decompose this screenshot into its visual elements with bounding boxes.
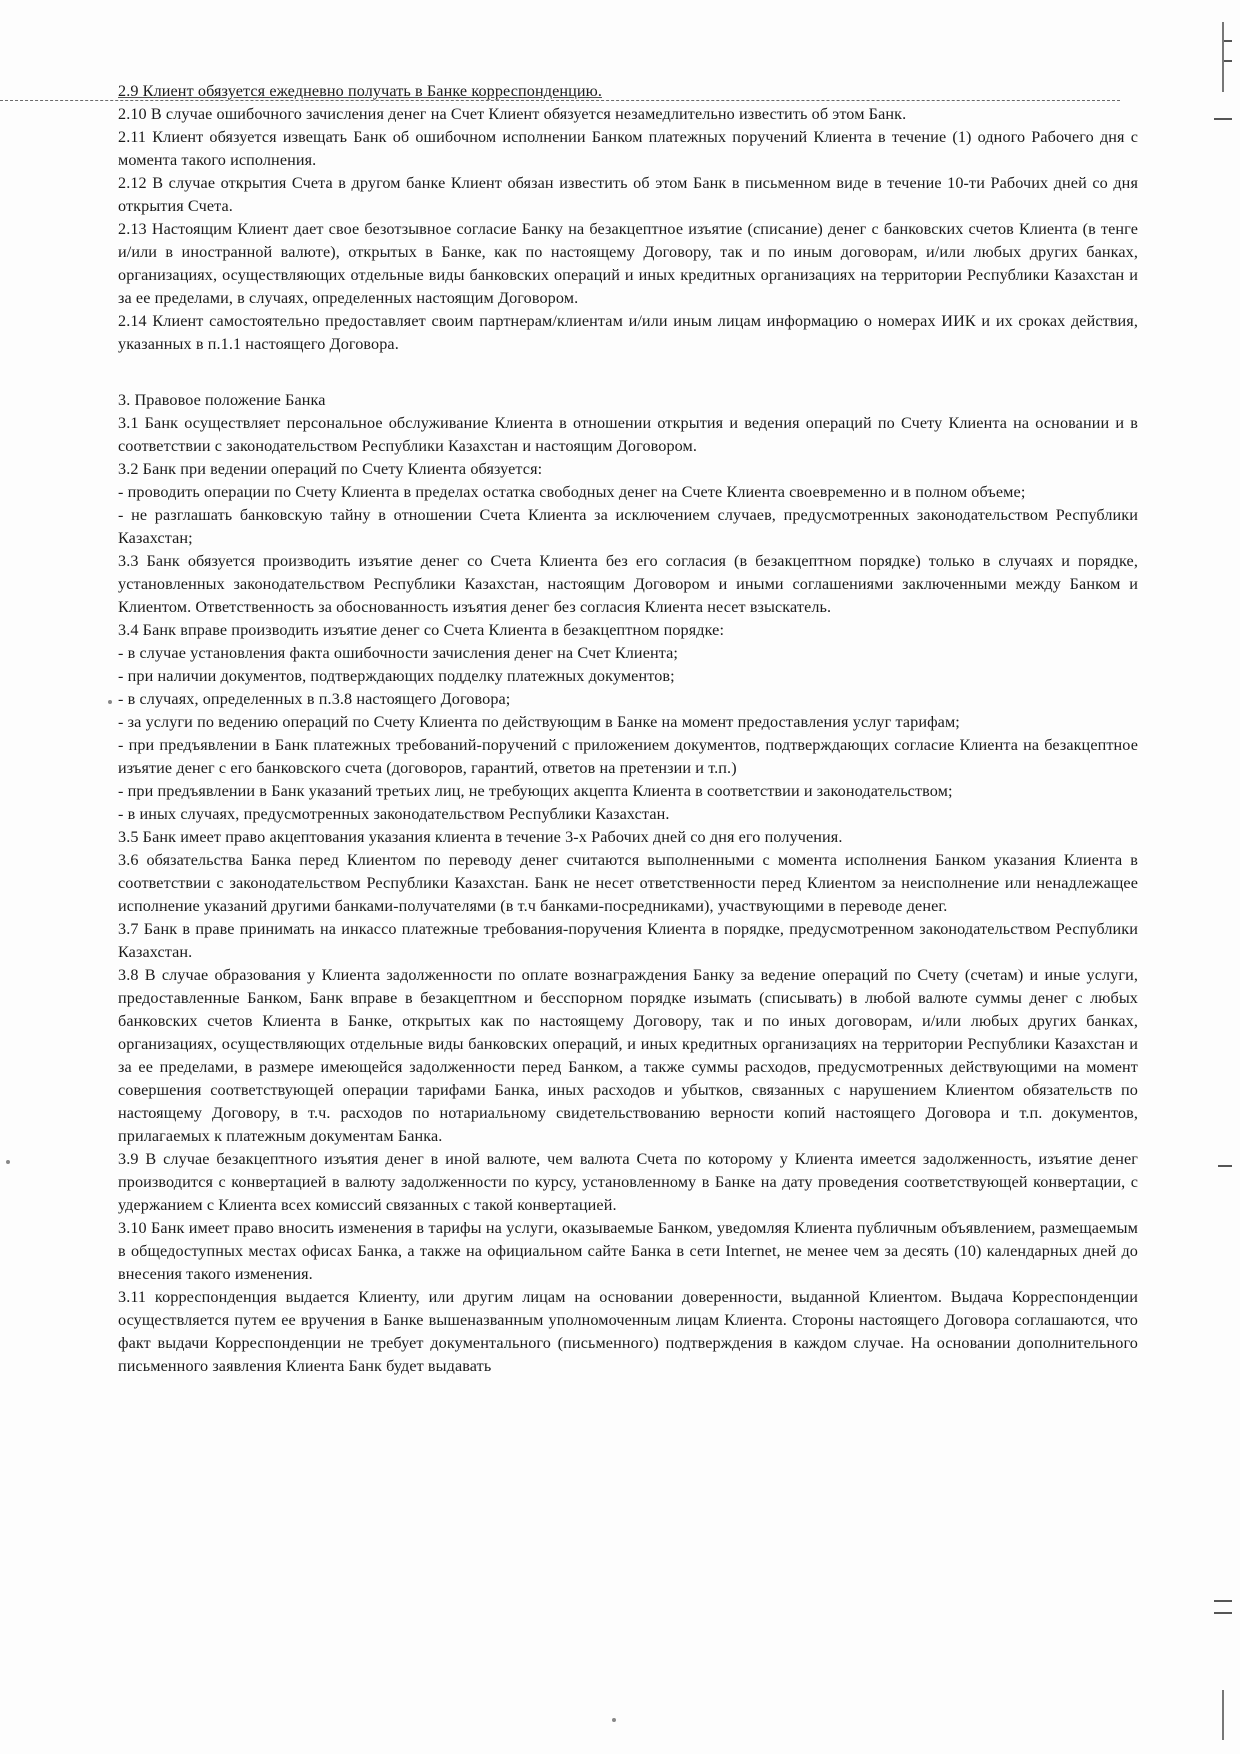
section-3-title: 3. Правовое положение Банка (118, 391, 326, 409)
clause-2-10: 2.10 В случае ошибочного зачисления денег на Счет Клиент обязуется незамедлительно известить об этом Банк. (118, 105, 907, 123)
clause-3-7: 3.7 Банк в праве принимать на инкассо платежные требования-поручения Клиента в порядке, предусмотренном законодательством Республики Казахстан. (118, 920, 1138, 961)
clause-3-4-item: - в случае установления факта ошибочности зачисления денег на Счет Клиента; (118, 644, 678, 662)
clause-3-2-item: - проводить операции по Счету Клиента в пределах остатка свободных денег на Счете Клиента своевременно и в полном объеме; (118, 483, 1026, 501)
clause-3-1: 3.1 Банк осуществляет персональное обслуживание Клиента в отношении открытия и ведения операций по Счету Клиента на основании и в соответствии с законодательством Республики Казахстан и настоящим Договором. (118, 414, 1138, 455)
clause-2-9: 2.9 Клиент обязуется ежедневно получать в Банке корреспонденцию. (118, 82, 602, 100)
scan-speck (612, 1718, 616, 1722)
clause-3-4: 3.4 Банк вправе производить изъятие денег со Счета Клиента в безакцептном порядке: (118, 621, 725, 639)
clause-2-13: 2.13 Настоящим Клиент дает свое безотзывное согласие Банку на безакцептное изъятие (списание) денег с банковских счетов Клиента (в тенге и/или в иностранной валюте), открытых в Банке, как по настоящему Договору, так и по иным договорам, и/или любых других банках, организациях, осуществляющих отдельные виды банковских операций и иных кредитных организациях на территории Республики Казахстан и за ее пределами, в случаях, определенных настоящим Договором. (118, 220, 1138, 307)
clause-3-10: 3.10 Банк имеет право вносить изменения в тарифы на услуги, оказываемые Банком, уведомляя Клиента публичным объявлением, размещаемым в общедоступных местах офисах Банка, а также на официальном сайте Банка в сети Internet, не менее чем за десять (10) календарных дней до внесения такого изменения. (118, 1219, 1138, 1283)
clause-3-4-item: - при предъявлении в Банк указаний третьих лиц, не требующих акцепта Клиента в соответствии и законодательством; (118, 782, 953, 800)
clause-3-4-item: - при предъявлении в Банк платежных требований-поручений с приложением документов, подтверждающих согласие Клиента на безакцептное изъятие денег с его банковского счета (договоров, гарантий, ответов на претензии и т.п.) (118, 736, 1138, 777)
clause-3-2: 3.2 Банк при ведении операций по Счету Клиента обязуется: (118, 460, 543, 478)
scan-speck (108, 700, 112, 704)
clause-2-14: 2.14 Клиент самостоятельно предоставляет своим партнерам/клиентам и/или иным лицам информацию о номерах ИИК и их сроках действия, указанных в п.1.1 настоящего Договора. (118, 312, 1138, 353)
clause-3-4-item: - при наличии документов, подтверждающих подделку платежных документов; (118, 667, 675, 685)
scan-edge-marks (1190, 0, 1240, 1754)
document-body (118, 80, 1138, 1378)
clause-3-4-item: - в иных случаях, предусмотренных законодательством Республики Казахстан. (118, 805, 670, 823)
clause-3-4-item: - в случаях, определенных в п.3.8 настоящего Договора; (118, 690, 511, 708)
clause-3-8: 3.8 В случае образования у Клиента задолженности по оплате вознаграждения Банку за ведение операций по Счету (счетам) и иные услуги, предоставленные Банком, Банк вправе в безакцептном и бесспорном порядке изымать (списывать) в любой валюте суммы денег с любых банковских счетов Клиента в Банке, открытых как по настоящему Договору, так и по иных договорам, и/или любых других банках, организациях, осуществляющих отдельные виды банковских операций, и иных кредитных организациях на территории Республики Казахстан и за ее пределами, в размере имеющейся задолженности перед Банком, а также суммы расходов, предусмотренных действующими на момент совершения соответствующей операции тарифами Банка, иных расходов и убытков, связанных с нарушением Клиентом обязательств по настоящему Договору, в т.ч. расходов по нотариальному свидетельствованию верности копий настоящего Договора и т.п. документов, прилагаемых к платежным документам Банка. (118, 966, 1138, 1145)
clause-3-2-item: - не разглашать банковскую тайну в отношении Счета Клиента за исключением случаев, предусмотренных законодательством Республики Казахстан; (118, 506, 1138, 547)
clause-3-4-item: - за услуги по ведению операций по Счету Клиента по действующим в Банке на момент предоставления услуг тарифам; (118, 713, 960, 731)
clause-2-12: 2.12 В случае открытия Счета в другом банке Клиент обязан известить об этом Банк в письменном виде в течение 10-ти Рабочих дней со дня открытия Счета. (118, 174, 1138, 215)
clause-2-11: 2.11 Клиент обязуется извещать Банк об ошибочном исполнении Банком платежных поручений Клиента в течение (1) одного Рабочего дня с момента такого исполнения. (118, 128, 1138, 169)
scan-speck (6, 1160, 10, 1164)
clause-3-3: 3.3 Банк обязуется производить изъятие денег со Счета Клиента без его согласия (в безакцептном порядке) только в случаях и порядке, установленных законодательством Республики Казахстан, настоящим Договором и иными соглашениями заключенными между Банком и Клиентом. Ответственность за обоснованность изъятия денег без согласия Клиента несет взыскатель. (118, 552, 1138, 616)
clause-3-9: 3.9 В случае безакцептного изъятия денег в иной валюте, чем валюта Счета по которому у Клиента имеется задолженность, изъятие денег производится с конвертацией в валюту задолженности по курсу, установленному в Банке на дату проведения соответствующей конвертации, с удержанием с Клиента всех комиссий связанных с такой конвертацией. (118, 1150, 1138, 1214)
clause-3-11: 3.11 корреспонденция выдается Клиенту, или другим лицам на основании доверенности, выданной Клиентом. Выдача Корреспонденции осуществляется путем ее вручения в Банке вышеназванным уполномоченным лицам Клиента. Стороны настоящего Договора соглашаются, что факт выдачи Корреспонденции не требует документального (письменного) подтверждения в каждом случае. На основании дополнительного письменного заявления Клиента Банк будет выдавать (118, 1288, 1138, 1375)
clause-3-5: 3.5 Банк имеет право акцептования указания клиента в течение 3-х Рабочих дней со дня его получения. (118, 828, 843, 846)
clause-3-6: 3.6 обязательства Банка перед Клиентом по переводу денег считаются выполненными с момента исполнения Банком указания Клиента в соответствии с законодательством Республики Казахстан. Банк не несет ответственности перед Клиентом за неисполнение или ненадлежащее исполнение указаний другими банками-получателями (в т.ч банками-посредниками), участвующими в переводе денег. (118, 851, 1138, 915)
